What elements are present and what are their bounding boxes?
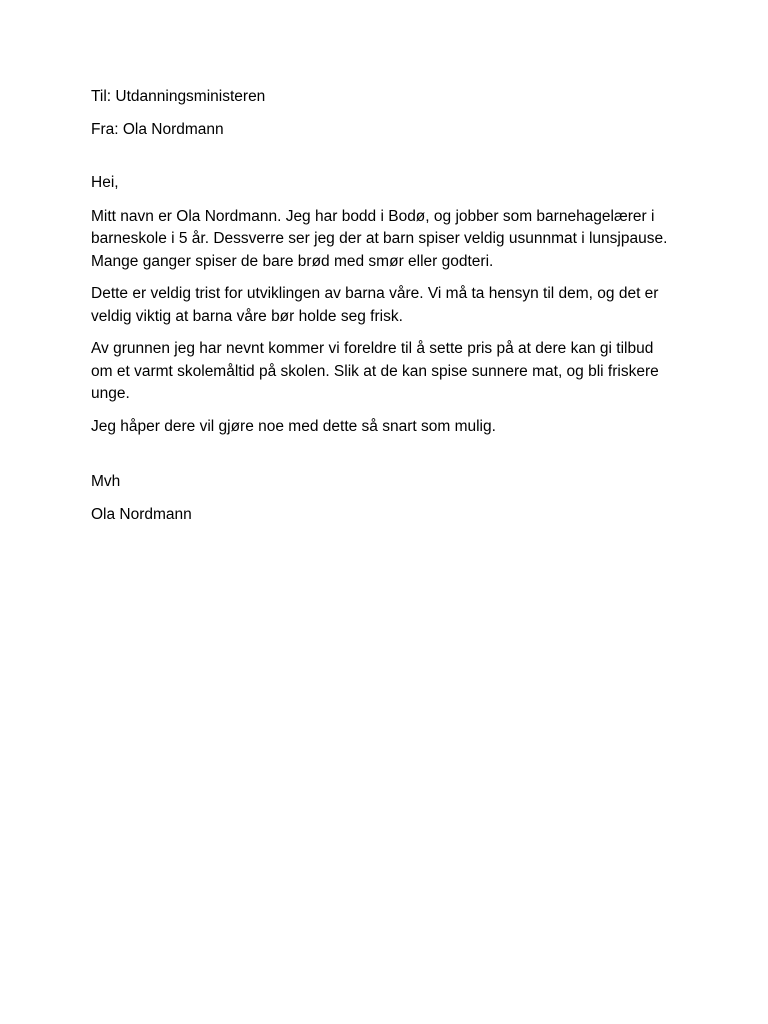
sender-line: Fra: Ola Nordmann bbox=[91, 120, 224, 138]
paragraph-request: Av grunnen jeg har nevnt kommer vi foreldre til å sette pris på at dere kan gi tilbud om et varmt skolemåltid på skolen. Slik at de kan spise sunnere mat, og bli friskere unge. bbox=[91, 340, 659, 402]
recipient-line: Til: Utdanningsministeren bbox=[91, 88, 266, 105]
paragraph-concern: Dette er veldig trist for utviklingen av barna våre. Vi må ta hensyn til dem, og det er veldig viktig at barna våre bør holde seg frisk. bbox=[91, 285, 659, 325]
signoff: Mvh bbox=[91, 473, 121, 490]
letter-body bbox=[91, 86, 671, 526]
greeting: Hei, bbox=[91, 174, 119, 191]
signature: Ola Nordmann bbox=[91, 505, 192, 523]
paragraph-intro: Mitt navn er Ola Nordmann. Jeg har bodd i Bodø, og jobber som barnehagelærer i barneskole i 5 år. Dessverre ser jeg der at barn spiser veldig usunnmat i lunsjpause. Mange ganger spiser de bare brød med smør eller godteri. bbox=[91, 207, 668, 270]
paragraph-closing: Jeg håper dere vil gjøre noe med dette så snart som mulig. bbox=[91, 417, 496, 435]
